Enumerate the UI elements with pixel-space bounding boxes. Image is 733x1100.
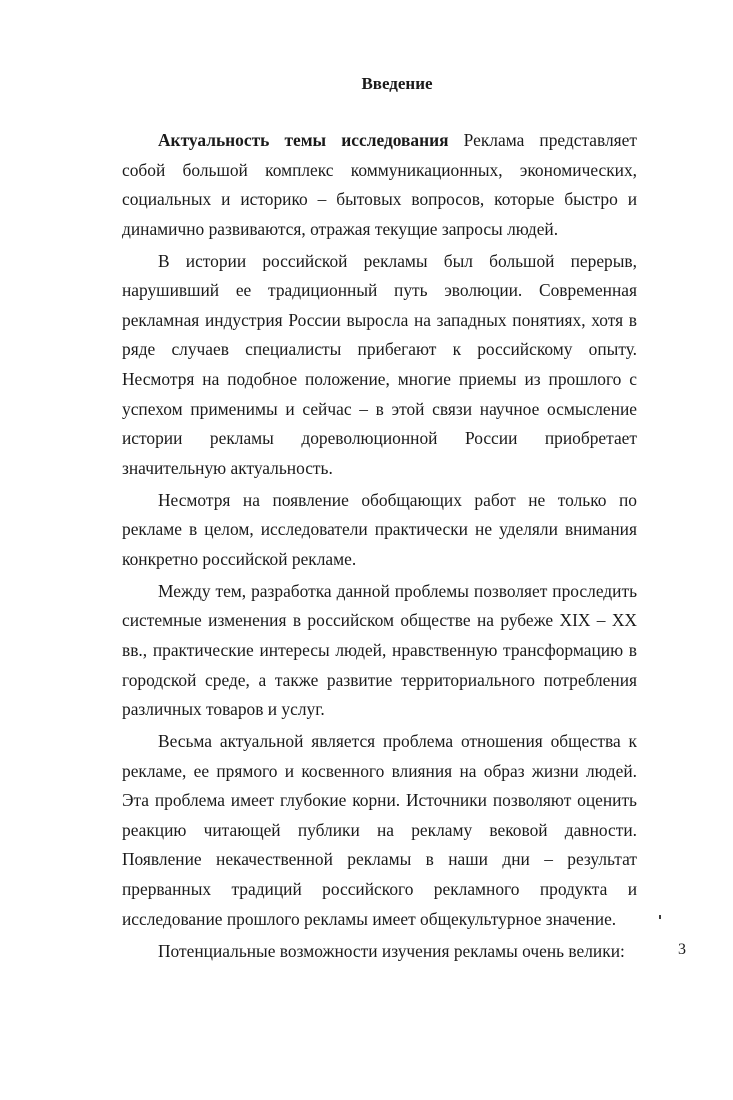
paragraph-1 bbox=[122, 126, 637, 244]
paragraph-4 bbox=[122, 577, 637, 725]
body-text bbox=[122, 126, 637, 968]
paragraph-6 bbox=[122, 937, 637, 967]
paragraph-5-text: Весьма актуальной является проблема отношения общества к рекламе, ее прямого и косвенного влияния на образ жизни людей. Эта проблема имеет глубокие корни. Источники позволяют оценить реакцию читающей публики на рекламу вековой давности. Появление некачественной рекламы в наши дни – результат прерванных традиций российского рекламного продукта и исследование прошлого рекламы имеет общекультурное значение. bbox=[122, 731, 637, 929]
scan-speck bbox=[659, 915, 661, 919]
paragraph-5 bbox=[122, 727, 637, 934]
paragraph-1-text: Реклама представляет собой большой комплекс коммуникационных, экономических, социальных и историко – бытовых вопросов, которые быстро и динамично развиваются, отражая текущие запросы людей. bbox=[122, 130, 637, 239]
paragraph-4-text: Между тем, разработка данной проблемы позволяет проследить системные изменения в российском обществе на рубеже XIX – XX вв., практические интересы людей, нравственную трансформацию в городской среде, а также развитие территориального потребления различных товаров и услуг. bbox=[122, 580, 637, 720]
paragraph-2 bbox=[122, 247, 637, 484]
page-title: Введение bbox=[361, 74, 433, 93]
paragraph-2-text: В истории российской рекламы был большой перерыв, нарушивший ее традиционный путь эволюции. Современная рекламная индустрия России выросла на западных понятиях, хотя в ряде случаев специалисты прибегают к российскому опыту. Несмотря на подобное положение, многие приемы из прошлого с успехом применимы и сейчас – в этой связи научное осмысление истории рекламы дореволюционной России приобретает значительную актуальность. bbox=[122, 250, 637, 478]
paragraph-3-text: Несмотря на появление обобщающих работ не только по рекламе в целом, исследователи практически не уделяли внимания конкретно российской рекламе. bbox=[122, 489, 637, 569]
page-number: 3 bbox=[678, 941, 686, 958]
paragraph-1-lead: Актуальность темы исследования bbox=[158, 130, 449, 150]
paragraph-6-text: Потенциальные возможности изучения рекламы очень велики: bbox=[158, 940, 625, 961]
paragraph-3 bbox=[122, 486, 637, 575]
